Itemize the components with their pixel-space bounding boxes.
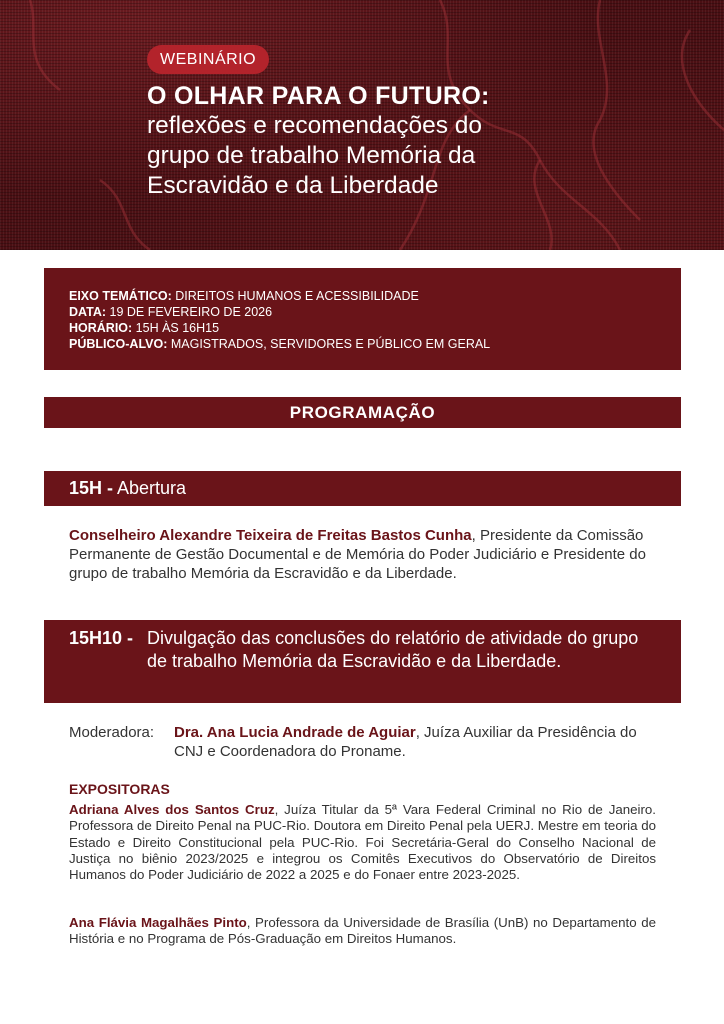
expositora-item [69,915,656,948]
expositora-name: Adriana Alves dos Santos Cruz [69,802,275,817]
expositoras-heading: EXPOSITORAS [69,781,170,797]
speaker-name: Conselheiro Alexandre Teixeira de Freitas Bastos Cunha [69,527,472,544]
session-opening-bar [44,471,681,506]
title-line-4: Escravidão e da Liberdade [147,172,439,199]
title-line-3: grupo de trabalho Memória da [147,142,476,169]
webinar-badge: WEBINÁRIO [147,45,269,74]
expositora-desc: , Juíza Titular da 5ª Vara Federal Criminal no Rio de Janeiro. Professora de Direito Penal na PUC-Rio. Doutora em Direito Penal pela UERJ. Mestre em teoria do Estado e Direito Constitucional pela PUC-Rio. Foi Secretária-Geral do Conselho Nacional de Justiça no biênio 2023/2025 e integrou os Comitês Executivos do Observatório de Direitos Humanos do Poder Judiciário de 2022 a 2025 e do Fonaer entre 2023-2025. [69,802,656,883]
expositora-desc: , Professora da Universidade de Brasília (UnB) no Departamento de História e no Programa de Pós-Graduação em Direitos Humanos. [69,915,656,947]
info-data: DATA: 19 DE FEVEREIRO DE 2026 [69,305,273,319]
moderator-text [174,723,669,761]
speaker-desc: , Presidente da Comissão Permanente de Gestão Documental e de Memória do Poder Judiciário e Presidente do grupo de trabalho Memória da Escravidão e da Liberdade. [69,527,646,582]
event-title [147,81,707,201]
moderator-name: Dra. Ana Lucia Andrade de Aguiar [174,724,416,741]
expositora-item [69,802,656,883]
header-banner [0,0,724,250]
info-eixo: EIXO TEMÁTICO: DIREITOS HUMANOS E ACESSIBILIDADE [69,289,419,303]
session-report-bar [44,620,681,703]
event-info-box [44,268,681,370]
title-line-1: O OLHAR PARA O FUTURO: [147,82,490,110]
programacao-heading: PROGRAMAÇÃO [44,397,681,428]
session-opening-speaker [69,526,669,583]
info-publico: PÚBLICO-ALVO: MAGISTRADOS, SERVIDORES E PÚBLICO EM GERAL [69,337,491,351]
moderator-block [69,723,669,761]
session-opening-time: 15H - [69,478,114,498]
session-report-time: 15H10 - [69,628,134,648]
info-horario: HORÁRIO: 15H ÀS 16H15 [69,321,220,335]
moderator-desc: , Juíza Auxiliar da Presidência do CNJ e Coordenadora do Proname. [174,724,637,760]
session-opening-title: Abertura [113,478,187,498]
title-line-2: reflexões e recomendações do [147,112,483,139]
session-report-title: Divulgação das conclusões do relatório de atividade do grupo de trabalho Memória da Escravidão e da Liberdade. [147,628,639,671]
expositora-name: Ana Flávia Magalhães Pinto [69,915,247,930]
moderator-label: Moderadora: [69,724,155,741]
